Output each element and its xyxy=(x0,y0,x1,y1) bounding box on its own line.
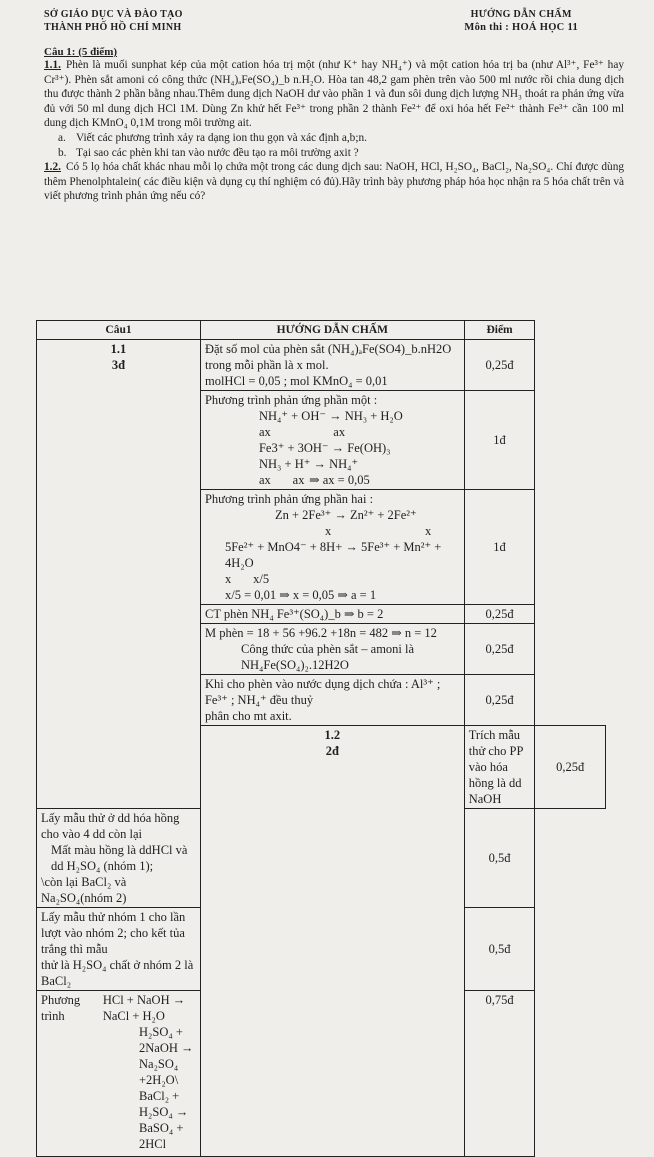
row-2-result-line xyxy=(205,472,460,488)
doc-title: HƯỚNG DẪN CHẤM xyxy=(470,9,572,20)
row-10-line-1 xyxy=(41,992,196,1024)
row-4-score: 0,25đ xyxy=(464,605,535,624)
question-title: Câu 1: (5 điểm) xyxy=(44,46,118,58)
row-3-eq-1-sub: x x xyxy=(324,524,432,538)
section-1-2-points: 2đ xyxy=(325,744,339,758)
header-guide: HƯỚNG DẪN CHẤM xyxy=(200,321,464,340)
row-2-eq-1: NH₄⁺ + OH⁻ → NH₃ + H₂O xyxy=(258,409,403,423)
row-6-line-1: Khi cho phèn vào nước dụng dịch chứa : Al³⁺ ; Fe³⁺ ; NH₄⁺ đều thuỷ xyxy=(204,677,441,707)
row-10-eq-2: H₂SO₄ + 2NaOH → Na₂SO₄ +2H₂O\ xyxy=(139,1025,194,1087)
dept-line-1: SỞ GIÁO DỤC VÀ ĐÀO TẠO xyxy=(44,9,183,20)
header-cau: Câu1 xyxy=(37,321,201,340)
grading-table xyxy=(36,320,606,1157)
paragraph-1-1 xyxy=(44,58,624,131)
section-1-2 xyxy=(200,726,464,1157)
paragraph-1-2-number: 1.2. xyxy=(44,161,61,174)
row-9-line-1: Lấy mẫu thử nhóm 1 cho lần lượt vào nhóm 2; cho kết tủa trắng thì mẫu xyxy=(41,910,186,956)
row-8-score: 0,5đ xyxy=(464,809,535,908)
question-b xyxy=(44,146,624,161)
header-right xyxy=(464,8,578,34)
row-2-result: ⇒ ax = 0,05 xyxy=(309,473,370,487)
section-1-1-label: 1.1 xyxy=(110,342,127,356)
row-5-content xyxy=(200,624,464,675)
row-1-line-1: Đặt số mol của phèn sắt (NH₄)ₐFe(SO4)_b.nH2O trong mỗi phần là x mol. xyxy=(204,342,452,372)
row-10-score: 0,75đ xyxy=(464,991,535,1157)
row-1-content xyxy=(200,340,464,391)
question-a-text: Viết các phương trình xảy ra dạng ion thu gọn và xác định a,b;n. xyxy=(76,131,367,144)
table-row xyxy=(37,340,606,391)
row-10-label: Phương trình xyxy=(41,993,81,1023)
row-9-content xyxy=(37,908,201,991)
table-header-row xyxy=(37,321,606,340)
row-8-line-2: Mất màu hồng là ddHCl và dd H₂SO₄ (nhóm 1); xyxy=(51,843,188,873)
row-7-score: 0,25đ xyxy=(535,726,606,809)
row-6-content xyxy=(200,675,464,726)
row-8-content xyxy=(37,809,201,908)
row-8-line-1: Lấy mẫu thử ở dd hóa hồng cho vào 4 dd còn lại xyxy=(41,811,180,841)
row-3-eq-2: 5Fe²⁺ + MnO4⁻ + 8H+ → 5Fe³⁺ + Mn²⁺ + 4H₂O xyxy=(224,540,442,570)
row-2-eq-2: Fe3⁺ + 3OH⁻ → Fe(OH)₃ xyxy=(258,441,391,455)
header-left xyxy=(44,8,183,34)
row-10-eq-1: HCl + NaOH → NaCl + H₂O xyxy=(102,993,186,1023)
row-3-result: x/5 = 0,01 ⇒ x = 0,05 ⇒ a = 1 xyxy=(224,588,377,602)
paragraph-1-1-text: Phèn là muối sunphat kép của một cation hóa trị một (như K⁺ hay NH₄⁺) và một cation hóa trị ba (như Al³⁺, Fe³⁺ hay Cr³⁺). Phèn sắt amoni có công thức (NH₄)ₐFe(SO₄)_b n.H₂O. Hòa tan 48,2 gam phèn trên vào 500 ml nước rồi chia dung dịch thu được thành 2 phần bằng nhau.Thêm dung dịch NaOH dư vào phần 1 và đun sôi dung dịch lượng NH₃ thoát ra phản ứng vừa đủ với 50 ml dung dịch HCl 1M. Dùng Zn khử hết Fe³⁺ trong phần 2 thành Fe²⁺ để oxi hóa hết Fe²⁺ thành Fe³⁺ cần 100 ml dung dịch KMnO₄ 0,1M trong môi trường ait. xyxy=(44,59,624,130)
row-6-score: 0,25đ xyxy=(464,675,535,726)
subject: Môn thi : HOÁ HỌC 11 xyxy=(464,22,578,33)
question-a xyxy=(44,131,624,146)
row-3-content xyxy=(200,490,464,605)
row-2-content xyxy=(200,391,464,490)
row-3-score: 1đ xyxy=(464,490,535,605)
header xyxy=(44,8,624,34)
row-5-score: 0,25đ xyxy=(464,624,535,675)
row-4-content: CT phèn NH₄ Fe³⁺(SO₄)_b ⇒ b = 2 xyxy=(200,605,464,624)
row-2-score: 1đ xyxy=(464,391,535,490)
row-6-line-2: phân cho mt axit. xyxy=(204,709,292,723)
section-1-1-points: 3đ xyxy=(111,358,126,372)
question-b-label: b. xyxy=(58,146,67,159)
header-points: Điểm xyxy=(464,321,535,340)
row-7-content: Trích mẫu thử cho PP vào hóa hồng là dd NaOH xyxy=(464,726,535,809)
paragraph-1-2-text: Có 5 lọ hóa chất khác nhau mỗi lọ chứa một trong các dung dịch sau: NaOH, HCl, H₂SO₄, BaCl₂, Na₂SO₄. Chỉ được dùng thêm Phenolphtalein( các điều kiện và dụng cụ thí nghiệm có đủ).Hãy trình bày phương pháp hóa học nhận ra 5 hóa chất trên và viết phương trình phản ứng nếu có? xyxy=(44,161,624,203)
dept-line-2: THÀNH PHỐ HỒ CHÍ MINH xyxy=(44,22,182,33)
paragraph-1-2 xyxy=(44,160,624,204)
section-1-2-label: 1.2 xyxy=(324,728,341,742)
row-1-score: 0,25đ xyxy=(464,340,535,391)
question-a-label: a. xyxy=(58,131,66,144)
row-9-line-2: thử là H₂SO₄ chất ở nhóm 2 là BaCl₂ xyxy=(41,958,194,988)
row-2-eq-1-sub: ax ax xyxy=(258,425,346,439)
row-2-title: Phương trình phản ứng phần một : xyxy=(204,393,378,407)
section-1-1 xyxy=(37,340,201,809)
row-10-content xyxy=(37,991,201,1157)
row-5-line-1: M phèn = 18 + 56 +96.2 +18n = 482 ⇒ n = 12 xyxy=(204,626,437,640)
row-10-eq-3: BaCl₂ + H₂SO₄ → BaSO₄ + 2HCl xyxy=(139,1089,189,1151)
paragraph-1-1-number: 1.1. xyxy=(44,59,61,71)
row-3-title: Phương trình phản ứng phần hai : xyxy=(204,492,374,506)
row-3-eq-1: Zn + 2Fe³⁺ → Zn²⁺ + 2Fe²⁺ xyxy=(274,508,417,522)
question-b-text: Tại sao các phèn khi tan vào nước đều tạo ra môi trường axit ? xyxy=(76,146,359,159)
row-2-eq-3-sub: ax ax xyxy=(258,473,305,487)
row-8-line-3: \còn lại BaCl₂ và Na₂SO₄(nhóm 2) xyxy=(41,875,127,905)
row-5-line-2: Công thức của phèn sắt – amoni là NH₄Fe(SO₄)₂.12H2O xyxy=(240,642,415,672)
row-2-eq-3: NH₃ + H⁺ → NH₄⁺ xyxy=(258,457,359,471)
row-1-line-2: molHCl = 0,05 ; mol KMnO₄ = 0,01 xyxy=(204,374,388,388)
row-3-eq-2-sub: x x/5 xyxy=(224,572,270,586)
row-9-score: 0,5đ xyxy=(464,908,535,991)
